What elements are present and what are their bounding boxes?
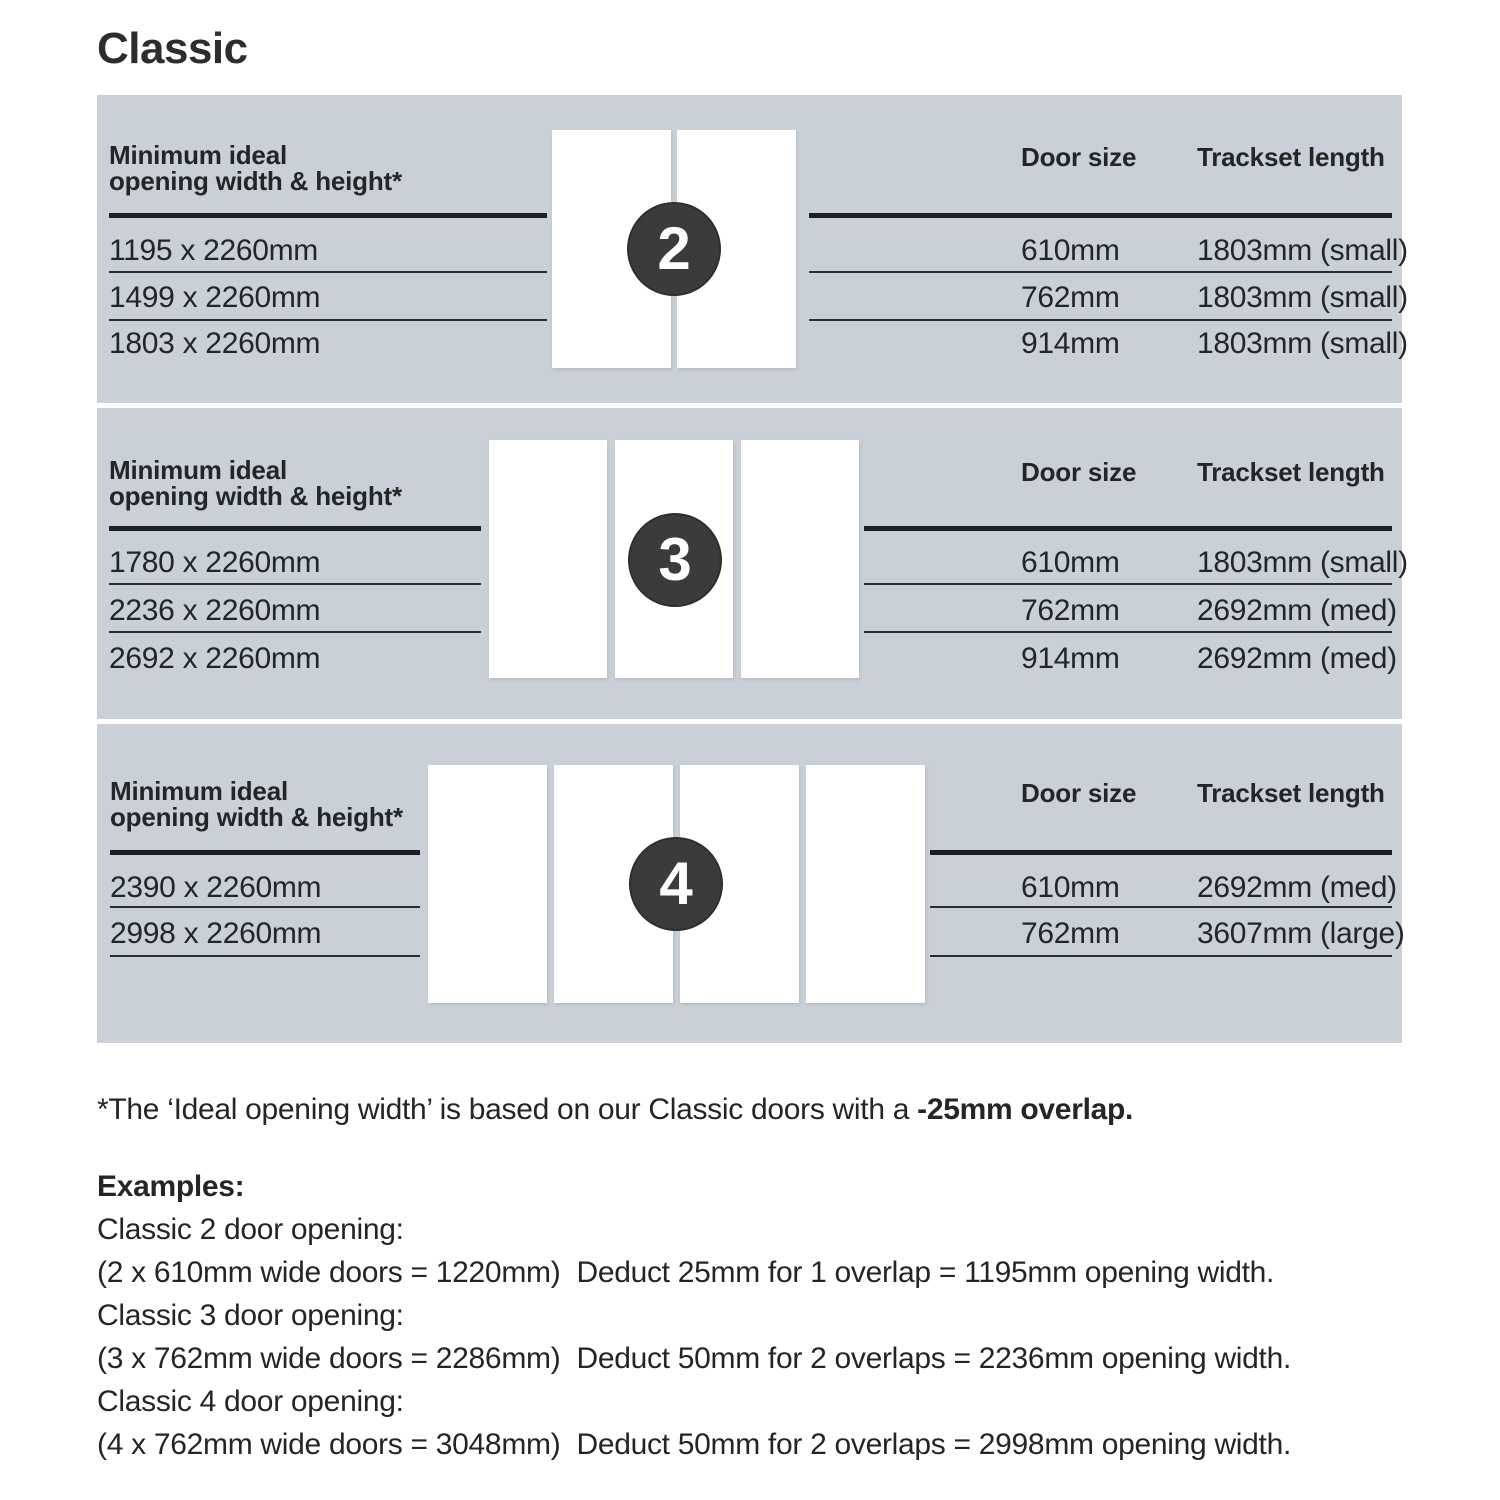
trackset-length-value: 1803mm (small) — [1197, 327, 1408, 360]
trackset-length-header: Trackset length — [1197, 142, 1385, 172]
section-separator — [97, 403, 1402, 408]
door-size-value: 914mm — [1021, 327, 1120, 360]
door-size-value: 762mm — [1021, 917, 1120, 950]
example-line: Classic 3 door opening: — [97, 1299, 404, 1332]
door-size-header: Door size — [1021, 778, 1137, 808]
divider — [109, 631, 481, 633]
section-separator — [97, 719, 1402, 724]
door-size-value: 914mm — [1021, 642, 1120, 675]
door-count-label: 4 — [659, 850, 693, 917]
divider — [110, 850, 420, 855]
divider — [809, 319, 1392, 321]
divider — [930, 906, 1392, 908]
door-size-value: 762mm — [1021, 594, 1120, 627]
divider — [809, 271, 1392, 273]
min-opening-header-line1: Minimum ideal — [110, 776, 288, 806]
min-opening-header-line2: opening width & height* — [109, 166, 402, 196]
door-size-value: 610mm — [1021, 871, 1120, 904]
door-size-value: 762mm — [1021, 281, 1120, 314]
min-opening-header-line1: Minimum ideal — [109, 455, 287, 485]
divider — [110, 906, 420, 908]
door-count-badge — [627, 202, 721, 296]
min-opening-header — [110, 778, 403, 830]
door-panel — [806, 765, 925, 1003]
page-title: Classic — [97, 24, 248, 73]
min-opening-header — [109, 457, 402, 509]
trackset-length-value: 3607mm (large) — [1197, 917, 1405, 950]
door-count-label: 2 — [657, 215, 691, 282]
opening-size-value: 2998 x 2260mm — [110, 917, 322, 950]
min-opening-header-line1: Minimum ideal — [109, 140, 287, 170]
divider — [110, 955, 420, 957]
opening-size-value: 2236 x 2260mm — [109, 594, 321, 627]
door-size-header: Door size — [1021, 457, 1137, 487]
examples-heading: Examples: — [97, 1170, 245, 1203]
door-panel — [428, 765, 547, 1003]
opening-size-value: 2692 x 2260mm — [109, 642, 321, 675]
divider — [809, 213, 1392, 218]
door-count-badge — [629, 837, 723, 931]
divider — [864, 526, 1392, 531]
footnote-text: *The ‘Ideal opening width’ is based on our Classic doors with a — [97, 1093, 918, 1126]
opening-size-value: 1803 x 2260mm — [109, 327, 321, 360]
min-opening-header — [109, 142, 402, 194]
trackset-length-header: Trackset length — [1197, 778, 1385, 808]
door-size-value: 610mm — [1021, 546, 1120, 579]
door-panel — [741, 440, 859, 678]
trackset-length-value: 2692mm (med) — [1197, 594, 1397, 627]
trackset-length-value: 1803mm (small) — [1197, 234, 1408, 267]
door-count-label: 3 — [658, 526, 692, 593]
door-count-badge — [628, 513, 722, 607]
divider — [930, 955, 1392, 957]
opening-size-value: 1195 x 2260mm — [109, 234, 319, 267]
divider — [109, 583, 481, 585]
example-line: (3 x 762mm wide doors = 2286mm) Deduct 50mm for 2 overlaps = 2236mm opening width. — [97, 1342, 1292, 1375]
opening-size-value: 1780 x 2260mm — [109, 546, 321, 579]
opening-size-value: 1499 x 2260mm — [109, 281, 321, 314]
door-size-value: 610mm — [1021, 234, 1120, 267]
divider — [930, 850, 1392, 855]
example-line: Classic 2 door opening: — [97, 1213, 404, 1246]
divider — [109, 213, 547, 218]
divider — [109, 271, 547, 273]
divider — [864, 631, 1392, 633]
example-line: (4 x 762mm wide doors = 3048mm) Deduct 50mm for 2 overlaps = 2998mm opening width. — [97, 1428, 1292, 1461]
example-line: Classic 4 door opening: — [97, 1385, 404, 1418]
trackset-length-value: 1803mm (small) — [1197, 546, 1408, 579]
trackset-length-value: 2692mm (med) — [1197, 642, 1397, 675]
divider — [109, 526, 481, 531]
door-size-header: Door size — [1021, 142, 1137, 172]
divider — [864, 583, 1392, 585]
min-opening-header-line2: opening width & height* — [109, 481, 402, 511]
door-panel — [489, 440, 607, 678]
footnote-bold-text: -25mm overlap. — [917, 1093, 1134, 1126]
min-opening-header-line2: opening width & height* — [110, 802, 403, 832]
opening-size-value: 2390 x 2260mm — [110, 871, 322, 904]
trackset-length-value: 2692mm (med) — [1197, 871, 1397, 904]
footnote — [97, 1093, 1133, 1127]
divider — [109, 319, 547, 321]
trackset-length-value: 1803mm (small) — [1197, 281, 1408, 314]
example-line: (2 x 610mm wide doors = 1220mm) Deduct 25mm for 1 overlap = 1195mm opening width. — [97, 1256, 1275, 1289]
trackset-length-header: Trackset length — [1197, 457, 1385, 487]
